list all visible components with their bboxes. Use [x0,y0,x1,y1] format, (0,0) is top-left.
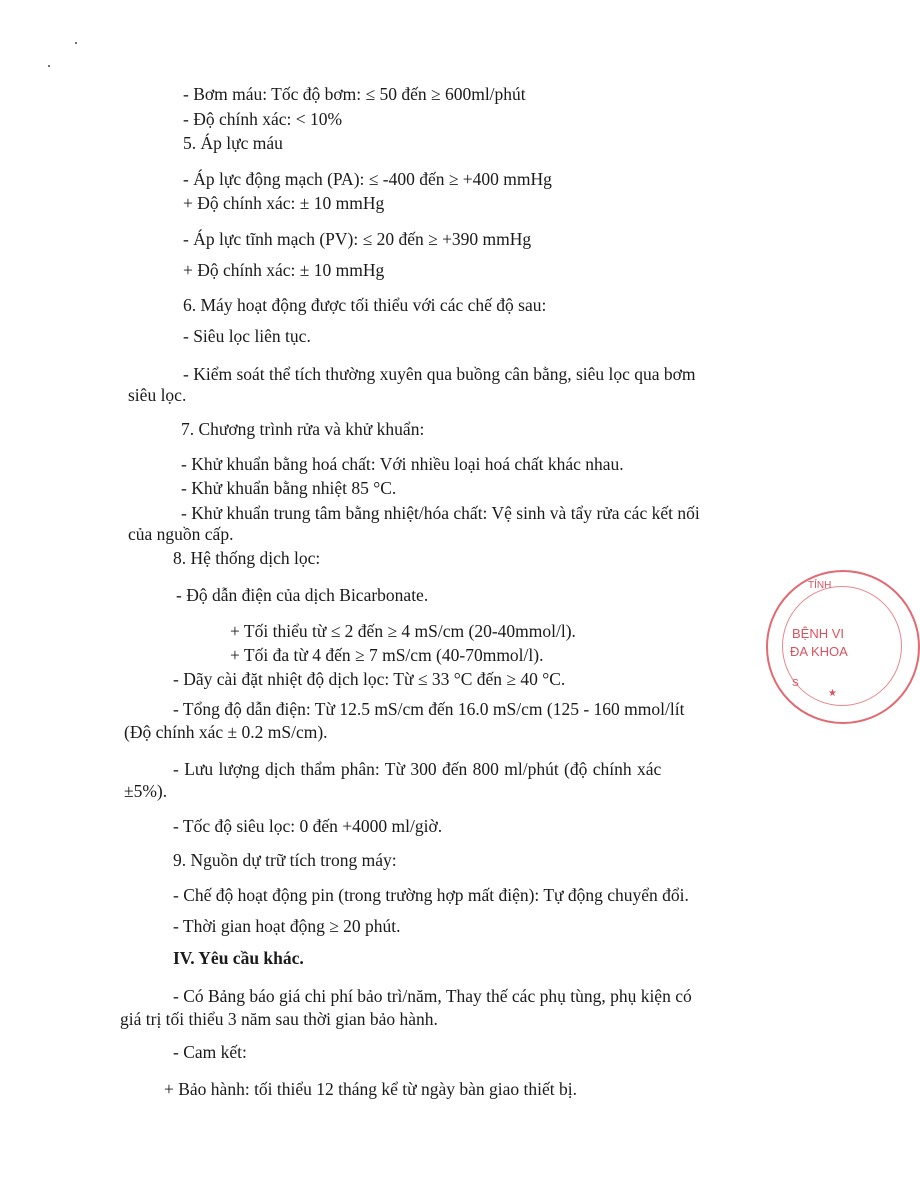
text-line: - Dãy cài đặt nhiệt độ dịch lọc: Từ ≤ 33 °C đến ≥ 40 °C. [173,669,566,689]
text-line: ±5%). [124,781,168,801]
stamp-top-text: TỈNH [808,580,832,591]
section-heading: 5. Áp lực máu [183,133,283,153]
text-line: + Tối đa từ 4 đến ≥ 7 mS/cm (40-70mmol/l). [230,645,544,665]
section-title: IV. Yêu cầu khác. [173,948,304,968]
section-heading: 7. Chương trình rửa và khử khuẩn: [181,419,425,439]
text-line: - Độ dẫn điện của dịch Bicarbonate. [176,585,429,605]
section-heading: 9. Nguồn dự trữ tích trong máy: [173,850,397,870]
official-stamp [766,570,920,724]
text-line: + Độ chính xác: ± 10 mmHg [183,193,385,213]
text-line: - Kiểm soát thể tích thường xuyên qua buồng cân bằng, siêu lọc qua bơm [183,364,696,384]
scan-speck [75,42,77,44]
text-line: - Áp lực tĩnh mạch (PV): ≤ 20 đến ≥ +390 mmHg [183,229,532,249]
text-line: - Siêu lọc liên tục. [183,326,311,346]
text-line: của nguồn cấp. [128,524,234,544]
text-line: - Lưu lượng dịch thẩm phân: Từ 300 đến 800 ml/phút (độ chính xác [173,759,662,779]
text-line: - Khử khuẩn bằng hoá chất: Với nhiều loại hoá chất khác nhau. [181,454,624,474]
scan-speck [48,65,50,67]
text-line: - Tốc độ siêu lọc: 0 đến +4000 ml/giờ. [173,816,443,836]
section-heading: 8. Hệ thống dịch lọc: [173,548,321,568]
text-line: + Bảo hành: tối thiểu 12 tháng kể từ ngày bàn giao thiết bị. [164,1079,578,1099]
stamp-line-2: ĐA KHOA [790,644,848,659]
text-line: - Cam kết: [173,1042,247,1062]
text-line: - Tổng độ dẫn điện: Từ 12.5 mS/cm đến 16.0 mS/cm (125 - 160 mmol/lít [173,699,685,719]
stamp-bottom-text: S [792,678,799,689]
text-line: - Bơm máu: Tốc độ bơm: ≤ 50 đến ≥ 600ml/phút [183,84,526,104]
text-line: - Áp lực động mạch (PA): ≤ -400 đến ≥ +400 mmHg [183,169,552,189]
stamp-line-1: BỆNH VI [792,626,845,641]
text-line: siêu lọc. [128,385,187,405]
text-line: - Thời gian hoạt động ≥ 20 phút. [173,916,401,936]
text-line: + Tối thiểu từ ≤ 2 đến ≥ 4 mS/cm (20-40mmol/l). [230,621,576,641]
text-line: giá trị tối thiểu 3 năm sau thời gian bảo hành. [120,1009,438,1029]
text-line: + Độ chính xác: ± 10 mmHg [183,260,385,280]
text-line: - Độ chính xác: < 10% [183,109,343,129]
text-line: - Khử khuẩn bằng nhiệt 85 °C. [181,478,397,498]
text-line: (Độ chính xác ± 0.2 mS/cm). [124,722,328,742]
text-line: - Khử khuẩn trung tâm bằng nhiệt/hóa chất: Vệ sinh và tẩy rửa các kết nối [181,503,700,523]
section-heading: 6. Máy hoạt động được tối thiểu với các chế độ sau: [183,295,547,315]
text-line: - Chế độ hoạt động pin (trong trường hợp mất điện): Tự động chuyển đổi. [173,885,689,905]
stamp-star-icon: ★ [828,688,837,699]
text-line: - Có Bảng báo giá chi phí bảo trì/năm, Thay thế các phụ tùng, phụ kiện có [173,986,692,1006]
